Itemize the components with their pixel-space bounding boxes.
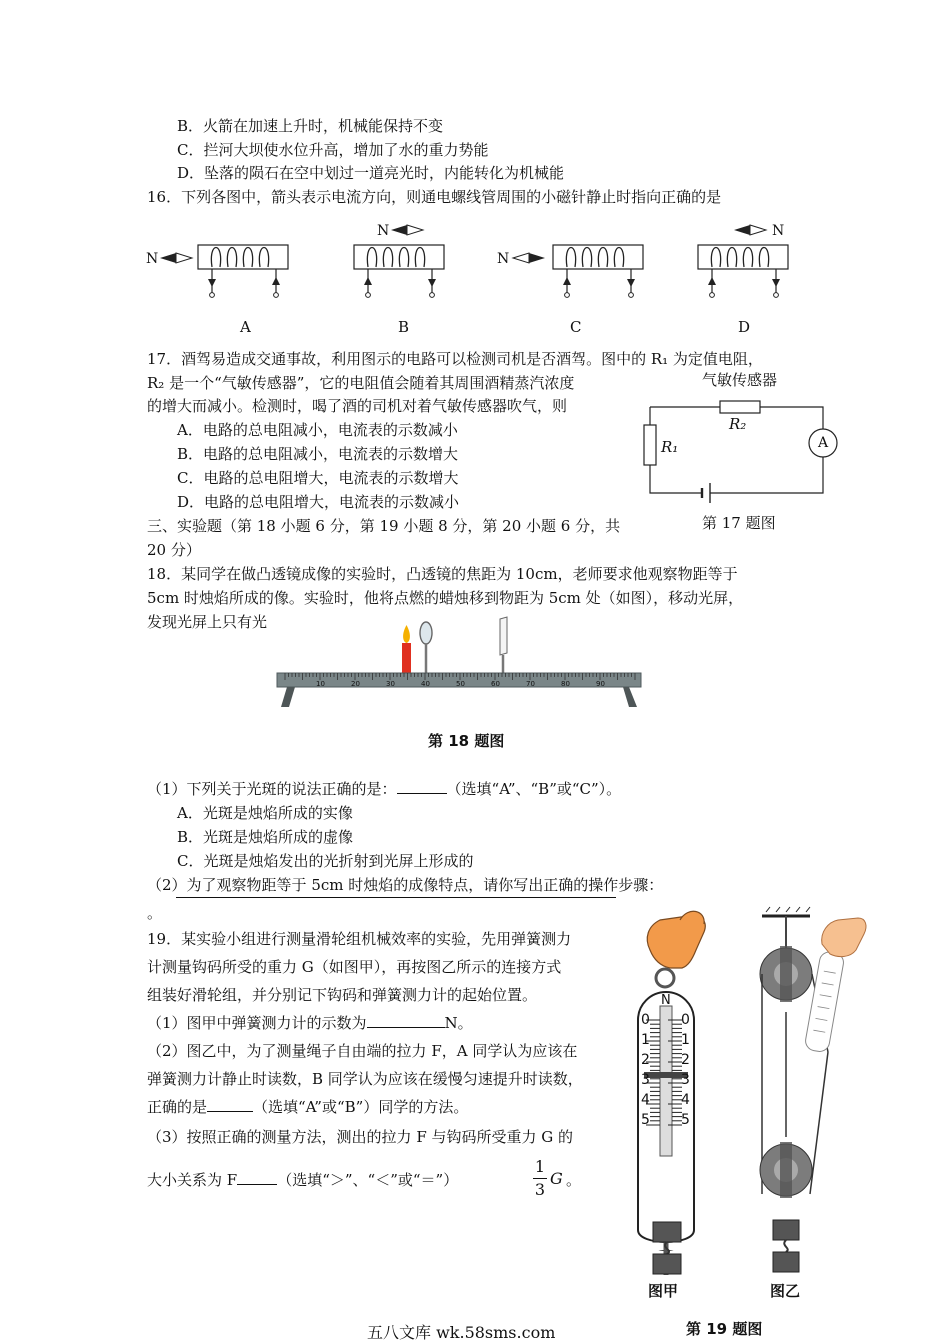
bench-tick-label: 80: [561, 680, 570, 688]
q17-caption: 第 17 题图: [702, 514, 776, 532]
fraction-bar: [533, 1178, 547, 1179]
ammeter-label: A: [818, 435, 829, 451]
q18-option-b: B．光斑是烛焰所成的虚像: [177, 828, 354, 846]
q19-sub3-l2-post: （选填“＞”、“＜”或“＝”）: [277, 1171, 459, 1189]
scale-mark-right: 3: [681, 1072, 690, 1088]
needle-a-label: N: [146, 251, 159, 267]
q19-sub2-l2: 弹簧测力计静止时读数，B 同学认为应该在缓慢匀速提升时读数，: [147, 1070, 583, 1088]
q17-line1: 17．酒驾易造成交通事故，利用图示的电路可以检测司机是否酒驾。图中的 R₁ 为定值电阻，: [147, 350, 763, 368]
scale-mark-left: 4: [641, 1092, 650, 1108]
q19-sub2-l3-post: （选填“A”或“B”）同学的方法。: [253, 1098, 469, 1116]
needle-b: [391, 225, 423, 235]
q18-sub1-blank[interactable]: [397, 779, 447, 794]
q19-sub2-l3-pre: 正确的是: [147, 1098, 208, 1116]
q18-line2: 5cm 时烛焰所成的像。实验时，他将点燃的蜡烛移到物距为 5cm 处（如图），移动光屏，: [147, 589, 744, 607]
fraction-variable: G: [550, 1169, 563, 1188]
scale-mark-right: 1: [681, 1032, 690, 1048]
q19-sub3-blank[interactable]: [237, 1170, 277, 1185]
q15-option-d: D．坠落的陨石在空中划过一道亮光时，内能转化为机械能: [177, 164, 565, 182]
q19-sub3-l1: （3）按照正确的测量方法，测出的拉力 F 与钩码所受重力 G 的: [147, 1128, 574, 1146]
q19-line3: 组装好滑轮组，并分别记下钩码和弹簧测力计的起始位置。: [147, 986, 538, 1004]
needle-a: [160, 253, 192, 263]
scale-mark-left: 3: [641, 1072, 650, 1088]
footer-watermark: 五八文库 wk.58sms.com: [367, 1323, 556, 1342]
bench-tick-label: 60: [491, 680, 500, 688]
q16-diagram-d: [698, 245, 788, 297]
q18-line3: 发现光屏上只有光: [147, 613, 268, 631]
r1-label: R₁: [661, 438, 679, 456]
q19-sub1-post: N。: [444, 1014, 473, 1032]
q19-line1: 19．某实验小组进行测量滑轮组机械效率的实验，先用弹簧测力: [147, 930, 572, 948]
q18-sub2-answer-line[interactable]: [176, 897, 616, 898]
q16-label-a: A: [240, 318, 251, 336]
q17-option-d: D．电路的总电阻增大，电流表的示数减小: [177, 493, 460, 511]
bench-tick-label: 10: [316, 680, 325, 688]
q18-sub1-post: （选填“A”、“B”或“C”）。: [446, 780, 622, 798]
q16-label-c: C: [570, 318, 582, 336]
needle-d: [734, 225, 766, 235]
scale-mark-left: 1: [641, 1032, 650, 1048]
scale-unit-n: N: [661, 993, 671, 1008]
q19-sub3-end: 。: [566, 1171, 582, 1189]
q19-sub2-blank[interactable]: [207, 1097, 253, 1112]
q18-line1: 18．某同学在做凸透镜成像的实验时，凸透镜的焦距为 10cm，老师要求他观察物距等于: [147, 565, 738, 583]
scale-mark-left: 0: [641, 1012, 650, 1028]
q17-option-a: A．电路的总电阻减小，电流表的示数减小: [177, 421, 458, 439]
fraction-numerator: 1: [534, 1157, 546, 1176]
q16-label-b: B: [398, 318, 410, 336]
q16-diagram-c: [553, 245, 643, 297]
q19-sub1-blank[interactable]: [367, 1013, 445, 1028]
needle-b-label: N: [377, 223, 390, 239]
bench-tick-label: 30: [386, 680, 395, 688]
q18-sub2-end: 。: [147, 904, 163, 922]
q17-option-c: C．电路的总电阻增大，电流表的示数增大: [177, 469, 459, 487]
q15-option-b: B．火箭在加速上升时，机械能保持不变: [177, 117, 444, 135]
q19-sub1-pre: （1）图甲中弹簧测力计的示数为: [147, 1014, 367, 1032]
scale-mark-right: 5: [681, 1112, 690, 1128]
bench-tick-label: 70: [526, 680, 535, 688]
needle-d-label: N: [772, 223, 785, 239]
section3-line1: 三、实验题（第 18 小题 6 分，第 19 小题 8 分，第 20 小题 6 分，共: [147, 517, 621, 535]
q18-caption: 第 18 题图: [428, 732, 505, 750]
sensor-label: 气敏传感器: [702, 371, 778, 389]
q16-solenoid-diagrams: [0, 0, 950, 340]
scale-mark-right: 4: [681, 1092, 690, 1108]
q16-stem: 16．下列各图中，箭头表示电流方向，则通电螺线管周围的小磁针静止时指向正确的是: [147, 188, 722, 206]
section3-line2: 20 分）: [147, 541, 201, 559]
needle-c-label: N: [497, 251, 510, 267]
q16-diagram-a: [198, 245, 288, 297]
scale-mark-left: 5: [641, 1112, 650, 1128]
scale-mark-right: 0: [681, 1012, 690, 1028]
r2-label: R₂: [729, 415, 747, 433]
fig-b-label: 图乙: [770, 1282, 801, 1300]
q19-sub3-l2-pre: 大小关系为 F: [147, 1171, 238, 1189]
fraction-denominator: 3: [534, 1180, 546, 1199]
q18-option-a: A．光斑是烛焰所成的实像: [177, 804, 353, 822]
bench-tick-label: 90: [596, 680, 605, 688]
bench-tick-label: 20: [351, 680, 360, 688]
q19-sub1: [147, 1013, 473, 1033]
q18-option-c: C．光斑是烛焰发出的光折射到光屏上形成的: [177, 852, 474, 870]
bench-tick-label: 50: [456, 680, 465, 688]
q19-sub2-l1: （2）图乙中，为了测量绳子自由端的拉力 F，A 同学认为应该在: [147, 1042, 578, 1060]
q17-line3: 的增大而减小。检测时，喝了酒的司机对着气敏传感器吹气，则: [147, 397, 568, 415]
needle-c: [513, 253, 545, 263]
q18-optical-bench: [275, 615, 645, 715]
q19-figure-b-pulley: [740, 912, 870, 1282]
q19-caption: 第 19 题图: [686, 1320, 763, 1338]
scale-mark-right: 2: [681, 1052, 690, 1068]
q18-sub1-pre: （1）下列关于光斑的说法正确的是：: [147, 780, 397, 798]
scale-mark-left: 2: [641, 1052, 650, 1068]
q19-sub3-l2: [147, 1170, 458, 1190]
q19-line2: 计测量钩码所受的重力 G（如图甲），再按图乙所示的连接方式: [147, 958, 562, 976]
fig-a-label: 图甲: [648, 1282, 679, 1300]
q19-sub2-l3: [147, 1097, 468, 1117]
q17-option-b: B．电路的总电阻减小，电流表的示数增大: [177, 445, 459, 463]
bench-tick-label: 40: [421, 680, 430, 688]
q18-sub1: [147, 779, 621, 799]
q17-line2: R₂ 是一个“气敏传感器”，它的电阻值会随着其周围酒精蒸汽浓度: [147, 374, 575, 392]
q15-option-c: C．拦河大坝使水位升高，增加了水的重力势能: [177, 141, 489, 159]
q16-label-d: D: [738, 318, 751, 336]
q16-diagram-b: [354, 245, 444, 297]
q18-sub2: （2）为了观察物距等于 5cm 时烛焰的成像特点，请你写出正确的操作步骤：: [147, 876, 664, 894]
